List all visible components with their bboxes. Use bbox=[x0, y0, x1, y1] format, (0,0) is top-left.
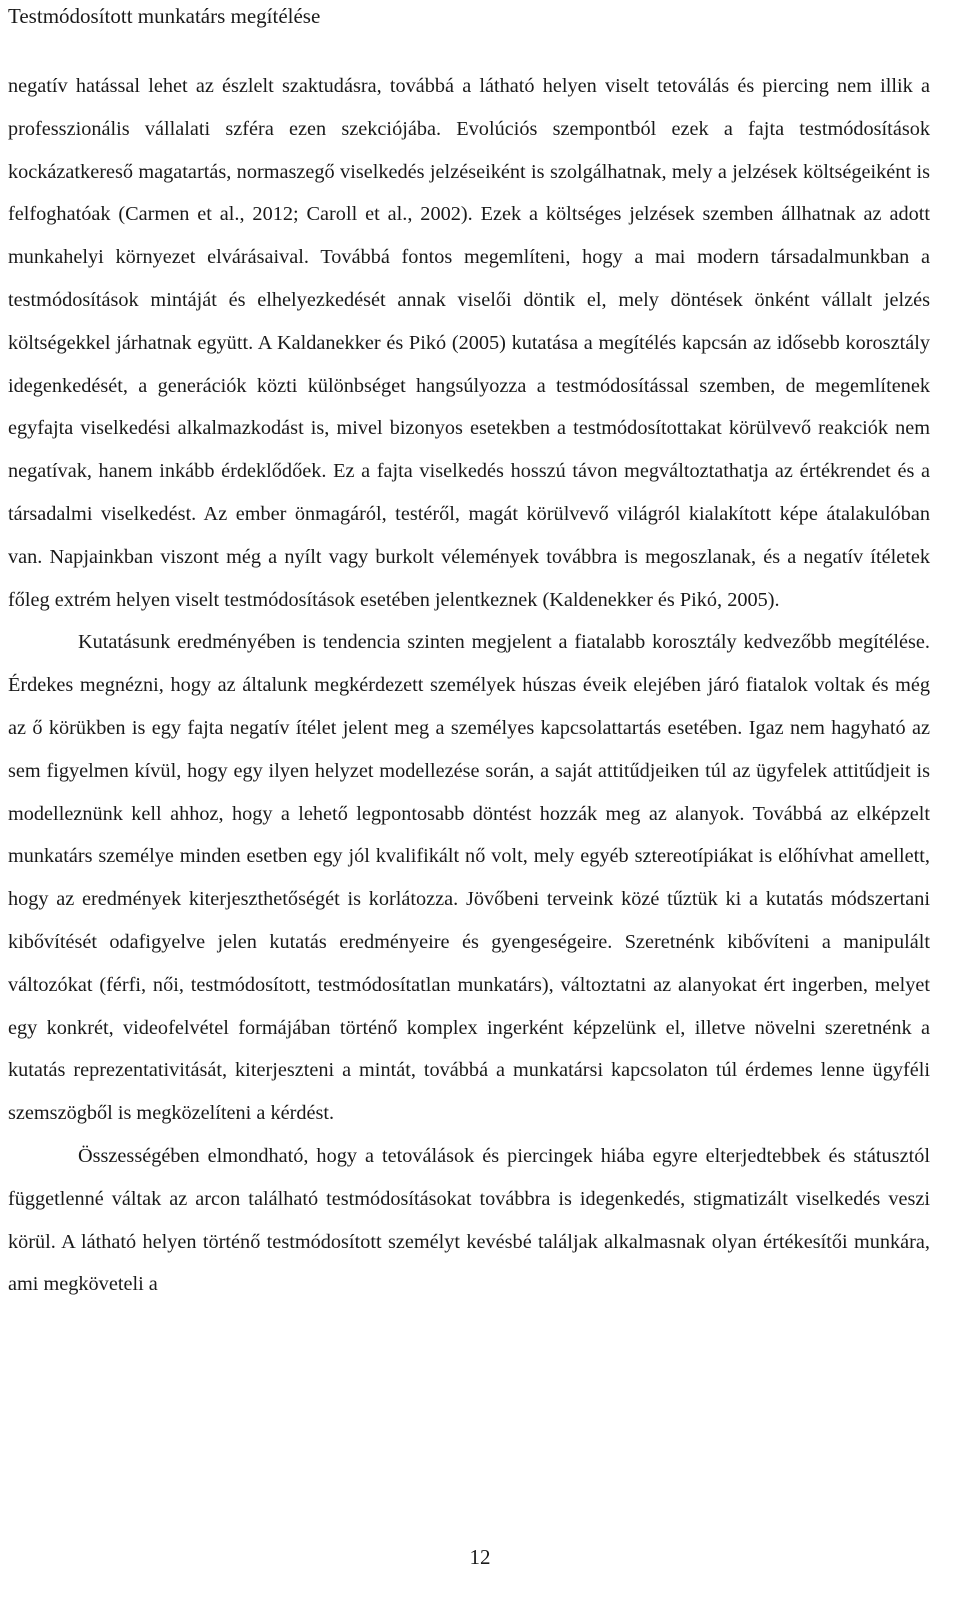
paragraph-summary: Összességében elmondható, hogy a tetoválások és piercingek hiába egyre elterjedtebbek és státusztól függetlenné váltak az arcon található testmódosításokat továbbra is idegenkedés, stigmatizált viselkedés veszi körül. A látható helyen történő testmódosított személyt kevésbé találjak alkalmasnak olyan értékesítői munkára, ami megköveteli a bbox=[8, 1144, 930, 1296]
paragraph-continuation: negatív hatással lehet az észlelt szaktudásra, továbbá a látható helyen viselt tetoválás és piercing nem illik a professzionális vállalati szféra ezen szekciójába. Evolúciós szempontból ezek a fajta testmódosítások kockázatkereső magatartás, normaszegő viselkedés jelzéseiként is szolgálhatnak, mely a jelzések költségeiként is felfoghatóak (Carmen et al., 2012; Caroll et al., 2002). Ezek a költséges jelzések szemben állhatnak az adott munkahelyi környezet elvárásaival. Továbbá fontos megemlíteni, hogy a mai modern társadalmunkban a testmódosítások mintáját és elhelyezkedését annak viselői döntik el, mely döntések önként vállalt jelzés költségekkel járhatnak együtt. A Kaldanekker és Pikó (2005) kutatása a megítélés kapcsán az idősebb korosztály idegenkedését, a generációk közti különbséget hangsúlyozza a testmódosítással szemben, de megemlítenek egyfajta viselkedési alkalmazkodást is, mivel bizonyos esetekben a testmódosítottakat körülvevő reakciók nem negatívak, hanem inkább érdeklődőek. Ez a fajta viselkedés hosszú távon megváltoztathatja az értékrendet és a társadalmi viselkedést. Az ember önmagáról, testéről, magát körülvevő világról kialakított képe átalakulóban van. Napjainkban viszont még a nyílt vagy burkolt vélemények továbbra is megoszlanak, és a negatív ítéletek főleg extrém helyen viselt testmódosítások esetében jelentkeznek (Kaldenekker és Pikó, 2005). bbox=[8, 75, 930, 611]
paragraph-research-results: Kutatásunk eredményében is tendencia szinten megjelent a fiatalabb korosztály kedvezőbb megítélése. Érdekes megnézni, hogy az általunk megkérdezett személyek húszas éveik elejében járó fiatalok voltak és még az ő körükben is egy fajta negatív ítélet jelent meg a személyes kapcsolattartás esetében. Igaz nem hagyható az sem figyelmen kívül, hogy egy ilyen helyzet modellezése során, a saját attitűdjeiken túl az ügyfelek attitűdjeit is modelleznünk kell ahhoz, hogy a lehető legpontosabb döntést hozzák meg az alanyok. Továbbá az elképzelt munkatárs személye minden esetben egy jól kvalifikált nő volt, mely egyéb sztereotípiákat is előhívhat amellett, hogy az eredmények kiterjeszthetőségét is korlátozza. Jövőbeni terveink közé tűztük ki a kutatás módszertani kibővítését odafigyelve jelen kutatás eredményeire és gyengeségeire. Szeretnénk kibővíteni a manipulált változókat (férfi, női, testmódosított, testmódosítatlan munkatárs), változtatni az alanyokat ért ingerben, melyet egy konkrét, videofelvétel formájában történő komplex ingerként képzelünk el, illetve növelni szeretnénk a kutatás reprezentativitását, kiterjeszteni a mintát, továbbá a munkatársi kapcsolaton túl érdemes lenne ügyféli szemszögből is megközelíteni a kérdést. bbox=[8, 631, 930, 1125]
document-body bbox=[8, 65, 930, 1306]
page-number: 12 bbox=[469, 1545, 491, 1569]
running-header: Testmódosított munkatárs megítélése bbox=[8, 4, 321, 28]
